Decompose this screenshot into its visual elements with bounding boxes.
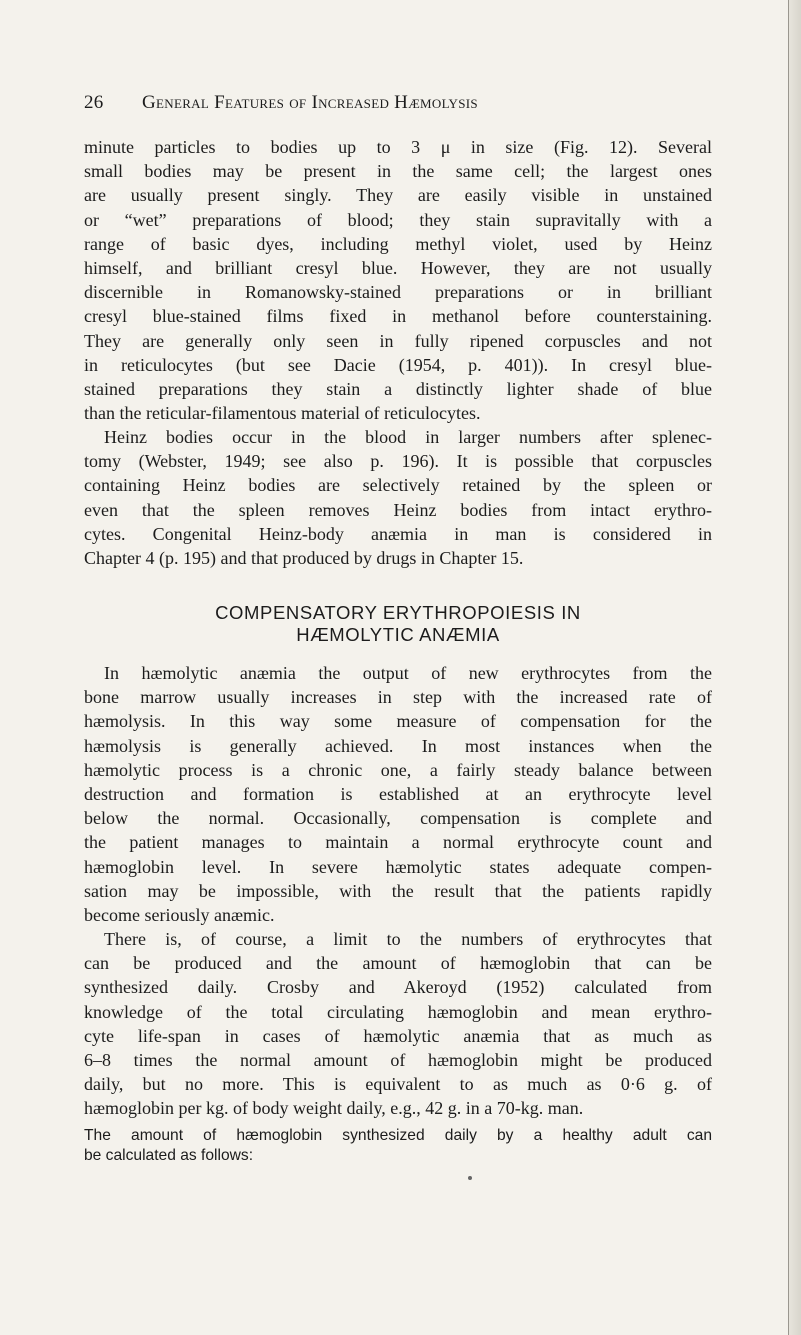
text-line: in reticulocytes (but see Dacie (1954, p. 401)). In cresyl blue-	[84, 354, 712, 375]
section-heading	[84, 602, 712, 646]
section-heading-line-1: COMPENSATORY ERYTHROPOIESIS IN	[215, 602, 581, 623]
text-line: than the reticular-filamentous material of reticulocytes.	[84, 403, 481, 424]
text-line: 6–8 times the normal amount of hæmoglobin might be produced	[84, 1049, 712, 1070]
text-line: himself, and brilliant cresyl blue. However, they are not usually	[84, 257, 712, 278]
text-line: Chapter 4 (p. 195) and that produced by drugs in Chapter 15.	[84, 547, 524, 568]
paragraph-compensation	[84, 661, 712, 927]
note-line: be calculated as follows:	[84, 1147, 254, 1164]
text-line: destruction and formation is established at an erythrocyte level	[84, 783, 712, 804]
text-line: In hæmolytic anæmia the output of new erythrocytes from the	[104, 663, 712, 683]
paragraph-heinz-bodies	[84, 135, 712, 425]
text-line: small bodies may be present in the same cell; the largest ones	[84, 161, 712, 182]
text-line: hæmolysis. In this way some measure of compensation for the	[84, 711, 712, 732]
ink-speck	[468, 1176, 472, 1180]
text-line: are usually present singly. They are easily visible in unstained	[84, 185, 712, 206]
text-line: can be produced and the amount of hæmoglobin that can be	[84, 953, 712, 974]
text-line: sation may be impossible, with the result that the patients rapidly	[84, 880, 712, 901]
text-line: knowledge of the total circulating hæmoglobin and mean erythro-	[84, 1001, 712, 1022]
text-line: the patient manages to maintain a normal erythrocyte count and	[84, 832, 712, 853]
text-line: hæmolytic process is a chronic one, a fairly steady balance between	[84, 759, 712, 780]
text-line: minute particles to bodies up to 3 μ in size (Fig. 12). Several	[84, 137, 712, 157]
text-line: or “wet” preparations of blood; they stain supravitally with a	[84, 209, 712, 230]
paragraph-limit	[84, 927, 712, 1121]
text-line: hæmoglobin per kg. of body weight daily, e.g., 42 g. in a 70-kg. man.	[84, 1098, 584, 1119]
running-head	[84, 92, 712, 114]
page-edge	[788, 0, 801, 1335]
text-line: stained preparations they stain a distinctly lighter shade of blue	[84, 378, 712, 399]
text-line: discernible in Romanowsky-stained preparations or in brilliant	[84, 282, 712, 303]
text-line: daily, but no more. This is equivalent to as much as 0·6 g. of	[84, 1074, 712, 1095]
text-line: tomy (Webster, 1949; see also p. 196). It is possible that corpuscles	[84, 451, 712, 472]
text-line: synthesized daily. Crosby and Akeroyd (1952) calculated from	[84, 977, 712, 998]
text-line: bone marrow usually increases in step with the increased rate of	[84, 687, 712, 708]
text-line: cresyl blue-stained films fixed in methanol before counterstaining.	[84, 306, 712, 327]
text-line: cytes. Congenital Heinz-body anæmia in man is considered in	[84, 523, 712, 544]
text-line: Heinz bodies occur in the blood in larger numbers after splenec-	[104, 427, 712, 447]
paragraph-splenectomy	[84, 425, 712, 570]
text-line: They are generally only seen in fully ripened corpuscles and not	[84, 330, 712, 351]
text-line: containing Heinz bodies are selectively retained by the spleen or	[84, 475, 712, 496]
page-number: 26	[84, 92, 104, 113]
note-line: The amount of hæmoglobin synthesized daily by a healthy adult can	[84, 1127, 712, 1144]
section-heading-line-2: HÆMOLYTIC ANÆMIA	[296, 624, 500, 645]
text-line: hæmolysis is generally achieved. In most instances when the	[84, 735, 712, 756]
text-line: range of basic dyes, including methyl violet, used by Heinz	[84, 233, 712, 254]
text-line: below the normal. Occasionally, compensation is complete and	[84, 808, 712, 829]
text-line: There is, of course, a limit to the numbers of erythrocytes that	[104, 929, 712, 949]
text-line: become seriously anæmic.	[84, 904, 275, 925]
text-line: cyte life-span in cases of hæmolytic anæmia that as much as	[84, 1025, 712, 1046]
running-head-title: General Features of Increased Hæmolysis	[142, 92, 478, 113]
note-paragraph	[84, 1126, 712, 1166]
text-line: even that the spleen removes Heinz bodies from intact erythro-	[84, 499, 712, 520]
text-line: hæmoglobin level. In severe hæmolytic states adequate compen-	[84, 856, 712, 877]
